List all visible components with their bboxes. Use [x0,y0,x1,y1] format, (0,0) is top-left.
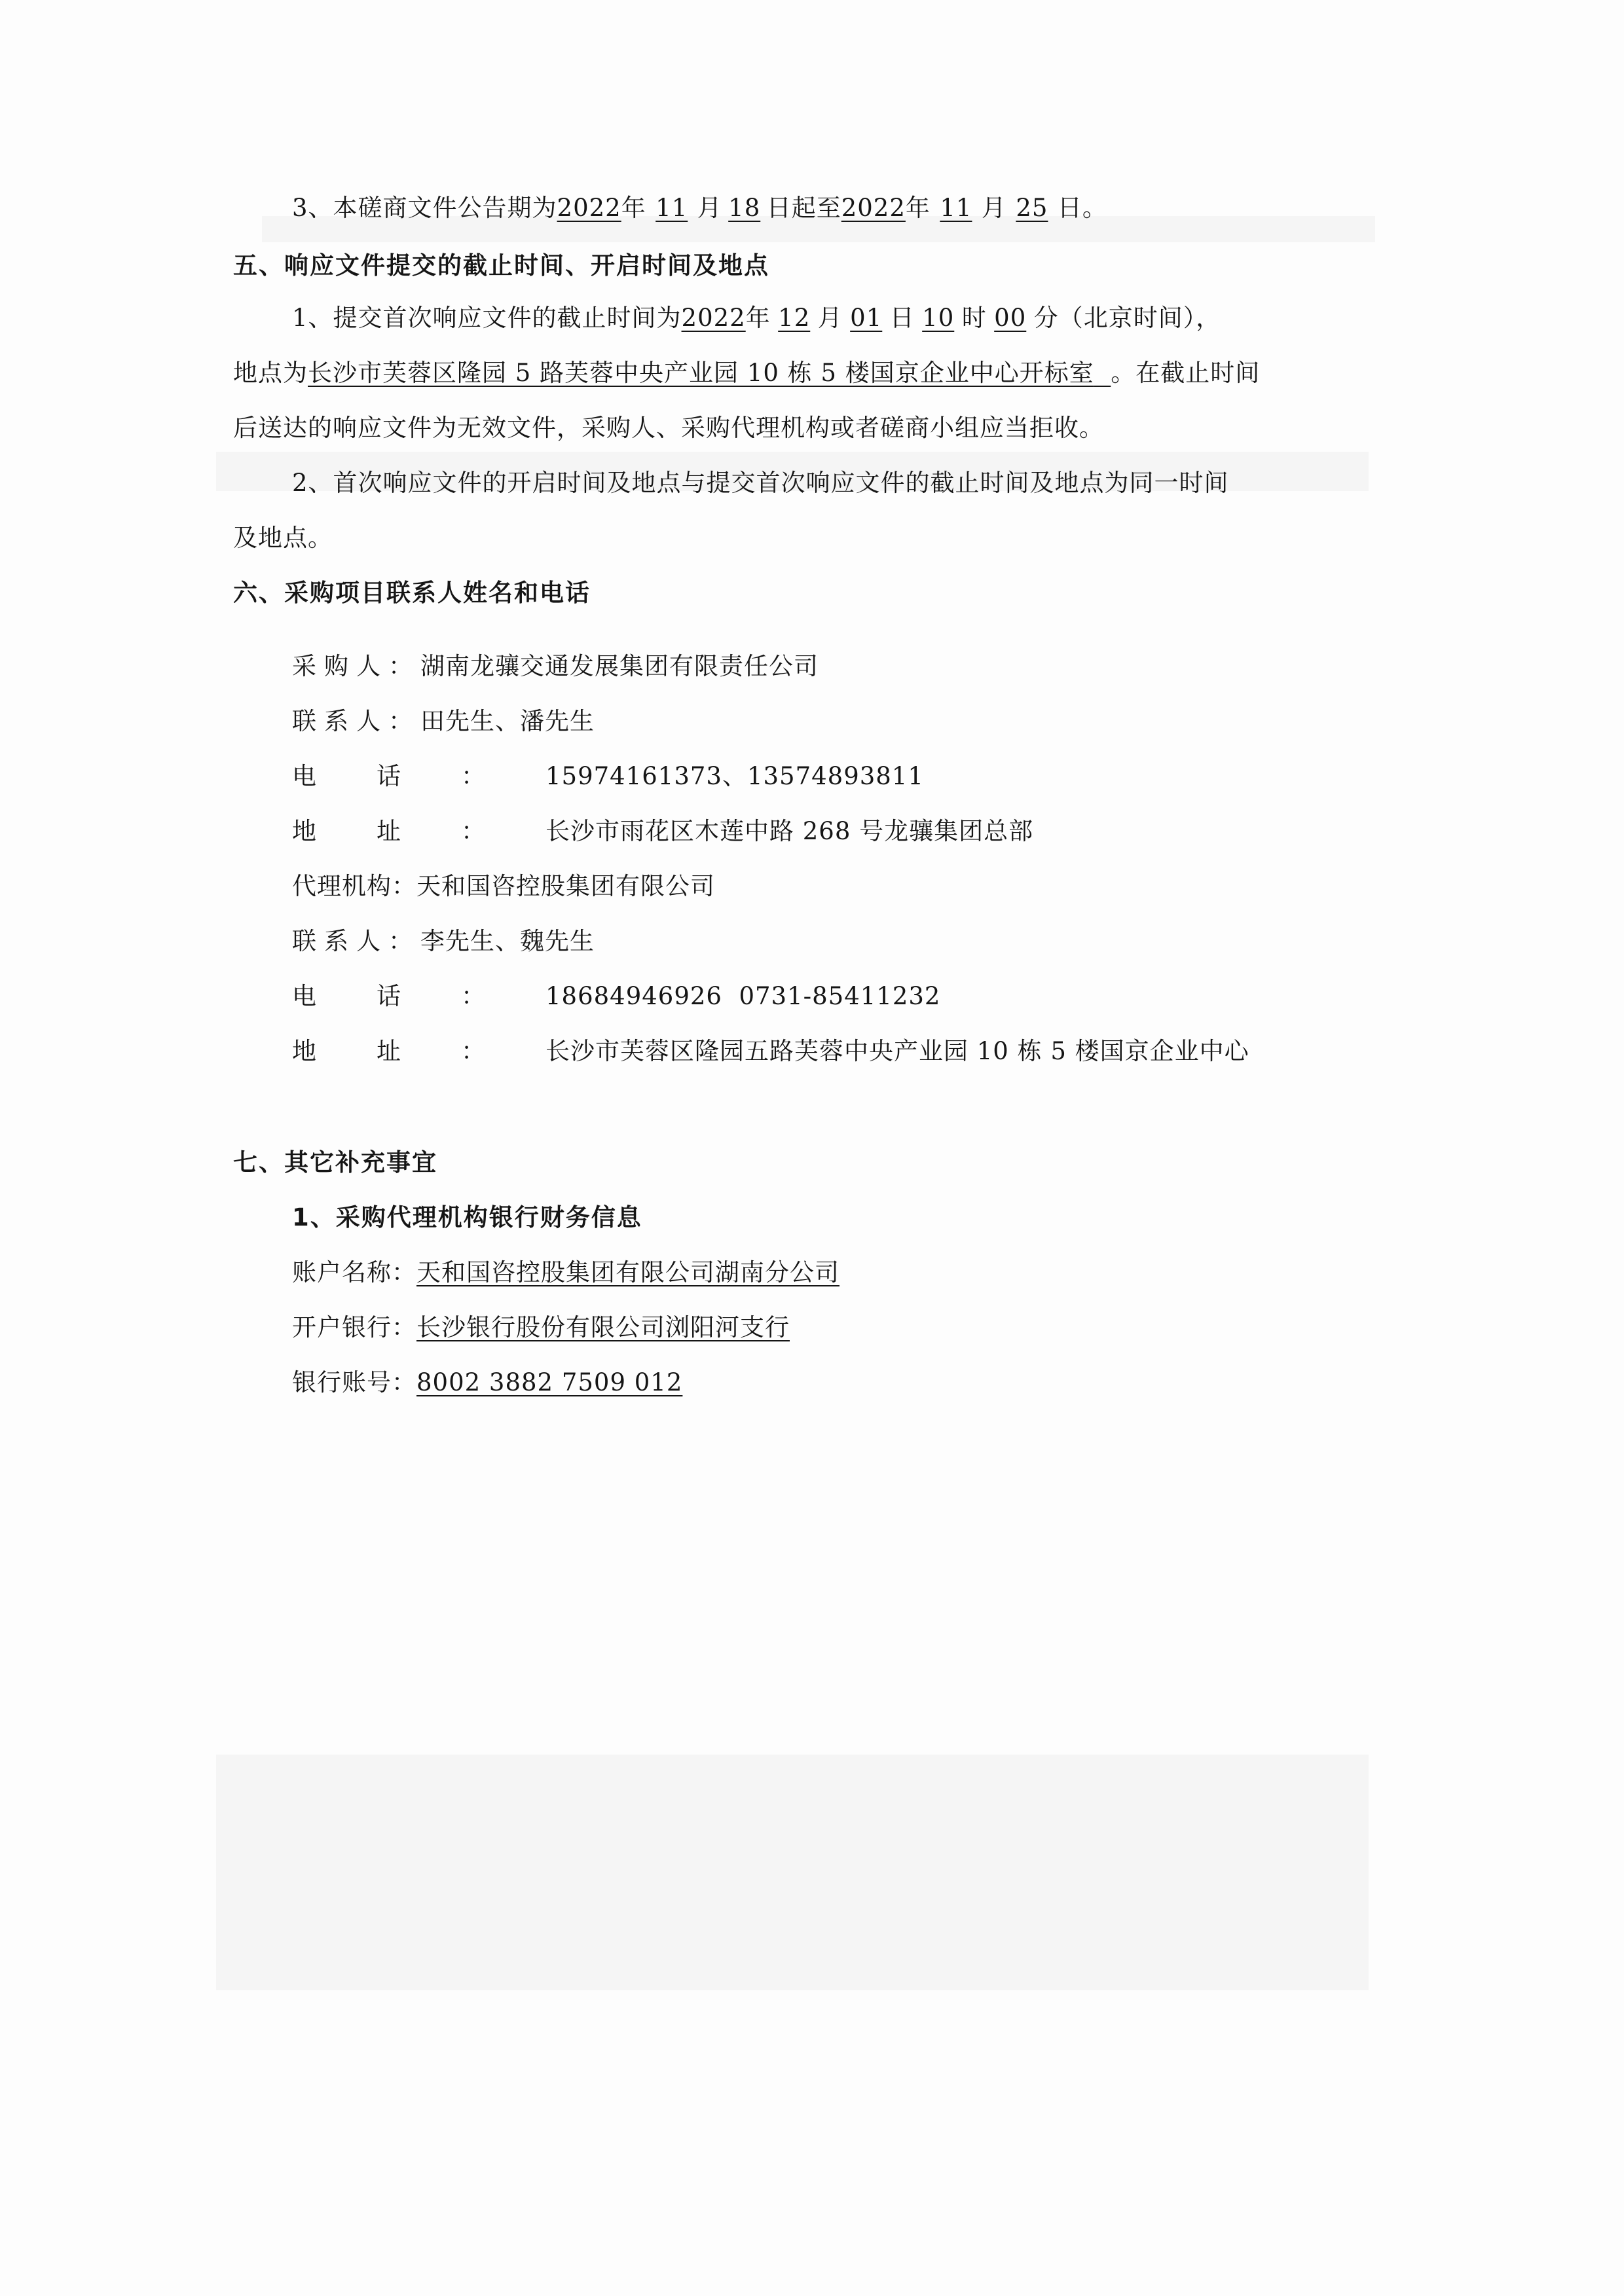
contact2-value: 李先生、魏先生 [420,927,595,955]
address2-row [292,1036,1249,1067]
section5-p1-line3: 后送达的响应文件为无效文件，采购人、采购代理机构或者磋商小组应当拒收。 [233,414,1104,442]
deadline-day: 01 [850,304,883,332]
account-no-label: 银行账号： [292,1368,416,1396]
account-name-value: 天和国咨控股集团有限公司湖南分公司 [416,1258,840,1286]
address1-row [292,816,1033,847]
submission-location: 长沙市芙蓉区隆园 5 路芙蓉中央产业园 10 栋 5 楼国京企业中心开标室 [308,359,1094,387]
contact1-value: 田先生、潘先生 [420,707,595,735]
phone1-row [292,761,924,792]
day-char: 日 [889,304,915,332]
contact1-row [292,706,595,737]
bank-label: 开户银行： [292,1313,416,1341]
bank-value: 长沙银行股份有限公司浏阳河支行 [416,1313,790,1341]
account-name-label: 账户名称： [292,1258,416,1286]
year-char: 年 [905,194,931,222]
minute-char: 分（北京时间）， [1033,304,1221,332]
purchaser-label: 采购人： [292,652,420,680]
section5-heading: 五、响应文件提交的截止时间、开启时间及地点 [233,251,769,280]
section5-p1-line2 [233,357,1260,389]
location-prefix: 地点为 [233,359,308,387]
notice-start-year: 2022 [557,194,621,222]
notice-end-year: 2022 [841,194,906,222]
contact2-row [292,926,595,957]
month-char: 月 [981,194,1006,222]
notice-start-day: 18 [728,194,761,222]
deadline-minute: 00 [994,304,1027,332]
notice-end-day: 25 [1016,194,1048,222]
section7-subheading: 1、采购代理机构银行财务信息 [292,1203,642,1231]
phone2-value: 18684946926 0731-85411232 [545,982,941,1010]
account-no-row [292,1367,682,1398]
bank-row [292,1312,790,1343]
section5-p2-line1: 2、首次响应文件的开启时间及地点与提交首次响应文件的截止时间及地点为同一时间 [292,469,1229,497]
section7-heading: 七、其它补充事宜 [233,1148,437,1176]
year-char: 年 [621,194,646,222]
notice-period-prefix: 3、本磋商文件公告期为 [292,194,557,222]
address2-label: 地址： [292,1037,545,1065]
contact1-label: 联系人： [292,707,420,735]
address1-value: 长沙市雨花区木莲中路 268 号龙骧集团总部 [545,817,1034,845]
account-name-row [292,1257,840,1288]
account-no-value: 8002 3882 7509 012 [416,1368,683,1396]
section5-p1-line1 [292,302,1221,334]
purchaser-value: 湖南龙骧交通发展集团有限责任公司 [420,652,819,680]
notice-start-month: 11 [655,194,688,222]
deadline-hour: 10 [922,304,955,332]
section5-p2-line2: 及地点。 [233,524,333,552]
phone2-label: 电话： [292,982,545,1010]
deadline-year: 2022 [681,304,746,332]
scan-artifact [216,1755,1369,1990]
day-start-text: 日起至 [766,194,841,222]
phone1-label: 电话： [292,762,545,790]
contact2-label: 联系人： [292,927,420,955]
month-char: 月 [817,304,843,332]
year-char: 年 [745,304,771,332]
agency-value: 天和国咨控股集团有限公司 [416,872,715,900]
section5-p1-prefix: 1、提交首次响应文件的截止时间为 [292,304,682,332]
month-char: 月 [697,194,722,222]
phone1-value: 15974161373、13574893811 [545,762,924,790]
location-suffix: 。在截止时间 [1111,359,1261,387]
hour-char: 时 [961,304,987,332]
address1-label: 地址： [292,817,545,845]
deadline-month: 12 [778,304,811,332]
notice-period-line [292,192,1107,224]
notice-end-month: 11 [940,194,972,222]
section6-heading: 六、采购项目联系人姓名和电话 [233,579,591,607]
day-end-text: 日。 [1057,194,1107,222]
address2-value: 长沙市芙蓉区隆园五路芙蓉中央产业园 10 栋 5 楼国京企业中心 [545,1037,1249,1065]
agency-label: 代理机构： [292,872,416,900]
phone2-row [292,981,940,1012]
purchaser-row [292,651,819,682]
agency-row [292,871,715,902]
